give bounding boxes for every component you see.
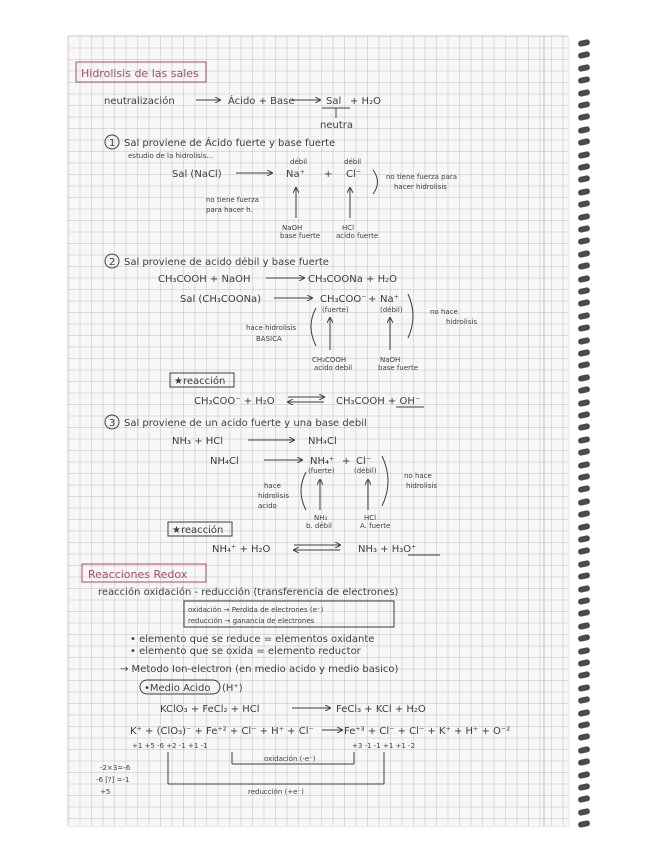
case3-sal: NH₄Cl [210,456,239,467]
case3-ion1-label: (fuerte) [308,467,335,475]
bracket [311,308,316,346]
neutralizacion-products: Ácido + Base [228,96,295,107]
case3-left-note-3: acido [258,502,277,510]
spiral-ring [578,138,591,146]
spiral-ring [578,547,591,555]
case2-right-note-2: hidrolisis [446,318,477,326]
case3-acid: HCl [364,514,377,522]
redox-ions-product: Fe⁺³ + Cl⁻ + Cl⁻ + K⁺ + H⁺ + O⁻² [344,726,511,737]
case3-reaction-tag: ★reacción [172,525,224,536]
medio-acido-tag: •Medio Acido [144,683,211,694]
case1-sub: estudio de la hidrolisis... [128,152,214,160]
spiral-ring [578,126,591,134]
spiral-ring [578,634,591,642]
spiral-ring [578,522,591,530]
oxidation-states-left: +1 +5 -6 +2 -1 +1 -1 [132,742,208,750]
spiral-ring [578,436,591,444]
spiral-ring [578,820,591,828]
spiral-ring [578,795,591,803]
spiral-ring [578,175,591,183]
water-label: + H₂O [350,96,381,107]
spiral-ring [578,684,591,692]
spiral-ring [578,485,591,493]
spiral-ring [578,274,591,282]
case3-base: NH₃ [314,514,328,522]
case1-heading: Sal proviene de Ácido fuerte y base fuerte [124,138,336,149]
redox-equation-product: FeCl₃ + KCl + H₂O [336,704,426,715]
case3-number: 3 [109,418,116,429]
redox-box-line-1: oxidación → Perdida de electrones (e⁻) [188,606,324,614]
spiral-ring [578,76,591,84]
oxidation-states-right: +3 -1 -1 +1 +1 -2 [352,742,416,750]
bracket [408,294,413,338]
case2-heading: Sal proviene de acido débil y base fuerte [124,257,329,268]
case3-base-label: b. débil [306,522,332,530]
case1-acid-label: acido fuerte [336,232,379,240]
case1-acid: HCl [342,224,355,232]
spiral-ring [578,163,591,171]
case2-right-note-1: no hace [430,308,458,316]
case3-eq1-product: NH₄Cl [308,436,337,447]
spiral-ring [578,460,591,468]
spiral-ring [578,659,591,667]
spiral-ring [578,324,591,332]
case2-plus: + [368,294,377,305]
spiral-ring [578,733,591,741]
calc-line-2: -6 [?] =-1 [96,776,130,784]
redox-definition: reacción oxidación - reducción (transferencia de electrones) [98,587,399,598]
spiral-ring [578,584,591,592]
spiral-ring [578,200,591,208]
spiral-ring [578,510,591,518]
spiral-ring [578,336,591,344]
spiral-ring [578,398,591,406]
page-title: Hidrolisis de las sales [81,67,199,80]
spiral-ring [578,758,591,766]
spiral-ring [578,708,591,716]
case2-reaction-right: CH₃COOH + OH⁻ [336,396,421,407]
case1-right-note-1: no tiene fuerza para [386,173,458,181]
spiral-ring [578,374,591,382]
case1-left-note-1: no tiene fuerza [206,196,259,204]
case3-acid-label: A. fuerte [360,522,391,530]
spiral-ring [578,349,591,357]
case1-cl-label: débil [344,158,362,166]
spiral-ring [578,746,591,754]
case2-eq1: CH₃COOH + NaOH [158,274,251,285]
spiral-ring [578,646,591,654]
case2-number: 2 [109,257,116,268]
spiral-ring [578,188,591,196]
redox-equation: KClO₃ + FeCl₂ + HCl [160,704,260,715]
spiral-ring [578,560,591,568]
case2-ion2: Na⁺ [380,294,399,305]
redox-title: Reacciones Redox [88,568,188,581]
case3-ion2: Cl⁻ [356,456,372,467]
spiral-ring [578,808,591,816]
spiral-ring [578,250,591,258]
spiral-ring [578,113,591,121]
case2-ion2-label: (débil) [380,306,403,314]
oxidacion-label: oxidación (-e⁻) [264,755,316,763]
spiral-ring [578,386,591,394]
case3-left-note-1: hace [264,482,281,490]
spiral-ring [578,671,591,679]
spiral-ring [578,64,591,72]
case2-acid-label: acido debil [314,364,353,372]
spiral-ring [578,51,591,59]
spiral-ring [578,423,591,431]
spiral-ring [578,88,591,96]
spiral-ring [578,225,591,233]
case2-base: NaOH [380,356,401,364]
case3-reaction-left: NH₄⁺ + H₂O [212,544,271,555]
case2-base-label: base fuerte [378,364,419,372]
spiral-ring [578,609,591,617]
spiral-ring [578,312,591,320]
neutra-note: neutra [320,120,353,131]
spiral-ring [578,411,591,419]
case3-plus: + [342,456,351,467]
spiral-ring [578,535,591,543]
spiral-ring [578,212,591,220]
case3-eq1: NH₃ + HCl [172,436,224,447]
case1-na: Na⁺ [286,169,305,180]
case3-ion2-label: (débil) [354,467,377,475]
redox-ions: K⁺ + (ClO₃)⁻ + Fe⁺² + Cl⁻ + H⁺ + Cl⁻ [130,726,314,737]
sal-label: Sal [326,96,342,107]
medio-acido-h: (H⁺) [222,683,243,694]
case1-na-label: débil [290,158,308,166]
case3-ion1: NH₄⁺ [310,456,335,467]
case3-right-note-1: no hace [404,472,432,480]
spiral-ring [578,696,591,704]
redox-bullet-1: • elemento que se reduce = elementos oxidante [130,634,375,645]
redox-box-line-2: reducción → ganancia de electrones [188,617,315,625]
case1-base: NaOH [282,224,303,232]
case3-reaction-right: NH₃ + H₃O⁺ [358,544,417,555]
case3-left-note-2: hidrolisis [258,492,289,500]
calc-line-3: +5 [100,788,111,796]
case2-reaction-left: CH₃COO⁻ + H₂O [194,396,275,407]
case2-eq1-product: CH₃COONa + H₂O [308,274,397,285]
spiral-binding [574,36,596,826]
case1-sal: Sal (NaCl) [172,169,222,180]
bracket [373,170,378,194]
bracket [382,456,388,506]
notebook-page [68,36,568,826]
case1-base-label: base fuerte [280,232,321,240]
spiral-ring [578,361,591,369]
case2-sal: Sal (CH₃COONa) [180,294,262,305]
spiral-ring [578,448,591,456]
spiral-ring [578,299,591,307]
spiral-ring [578,101,591,109]
spiral-ring [578,150,591,158]
case2-ion1-label: (fuerte) [322,306,349,314]
redox-method: → Metodo Ion-electron (en medio acido y medio basico) [120,664,399,675]
spiral-ring [578,39,591,47]
case2-ion1: CH₃COO⁻ [320,294,367,305]
spiral-ring [578,262,591,270]
case1-plus: + [324,169,333,180]
case1-cl: Cl⁻ [346,169,362,180]
spiral-ring [578,597,591,605]
neutralizacion-label: neutralización [104,96,175,107]
spiral-ring [578,498,591,506]
spiral-ring [578,721,591,729]
spiral-ring [578,770,591,778]
spiral-ring [578,783,591,791]
spiral-ring [578,287,591,295]
spiral-ring [578,622,591,630]
spiral-ring [578,572,591,580]
calc-line-1: -2×3=-6 [100,764,131,772]
case3-right-note-2: hidrolisis [406,482,437,490]
case2-reaction-tag: ★reacción [174,376,226,387]
spiral-ring [578,473,591,481]
case1-left-note-2: para hacer h. [206,206,253,214]
case2-left-note-2: BASICA [256,335,282,343]
bracket [301,472,306,510]
spiral-ring [578,237,591,245]
case2-acid: CH₃COOH [312,356,347,364]
notes-canvas [68,36,568,826]
case2-left-note-1: hace hidrolisis [246,324,297,332]
case1-number: 1 [109,138,116,149]
case1-right-note-2: hacer hidrolisis [394,183,447,191]
case3-heading: Sal proviene de un acido fuerte y una base debil [124,418,367,429]
reduccion-label: reducción (+e⁻) [248,788,304,796]
redox-bullet-2: • elemento que se oxida = elemento reductor [130,646,361,657]
